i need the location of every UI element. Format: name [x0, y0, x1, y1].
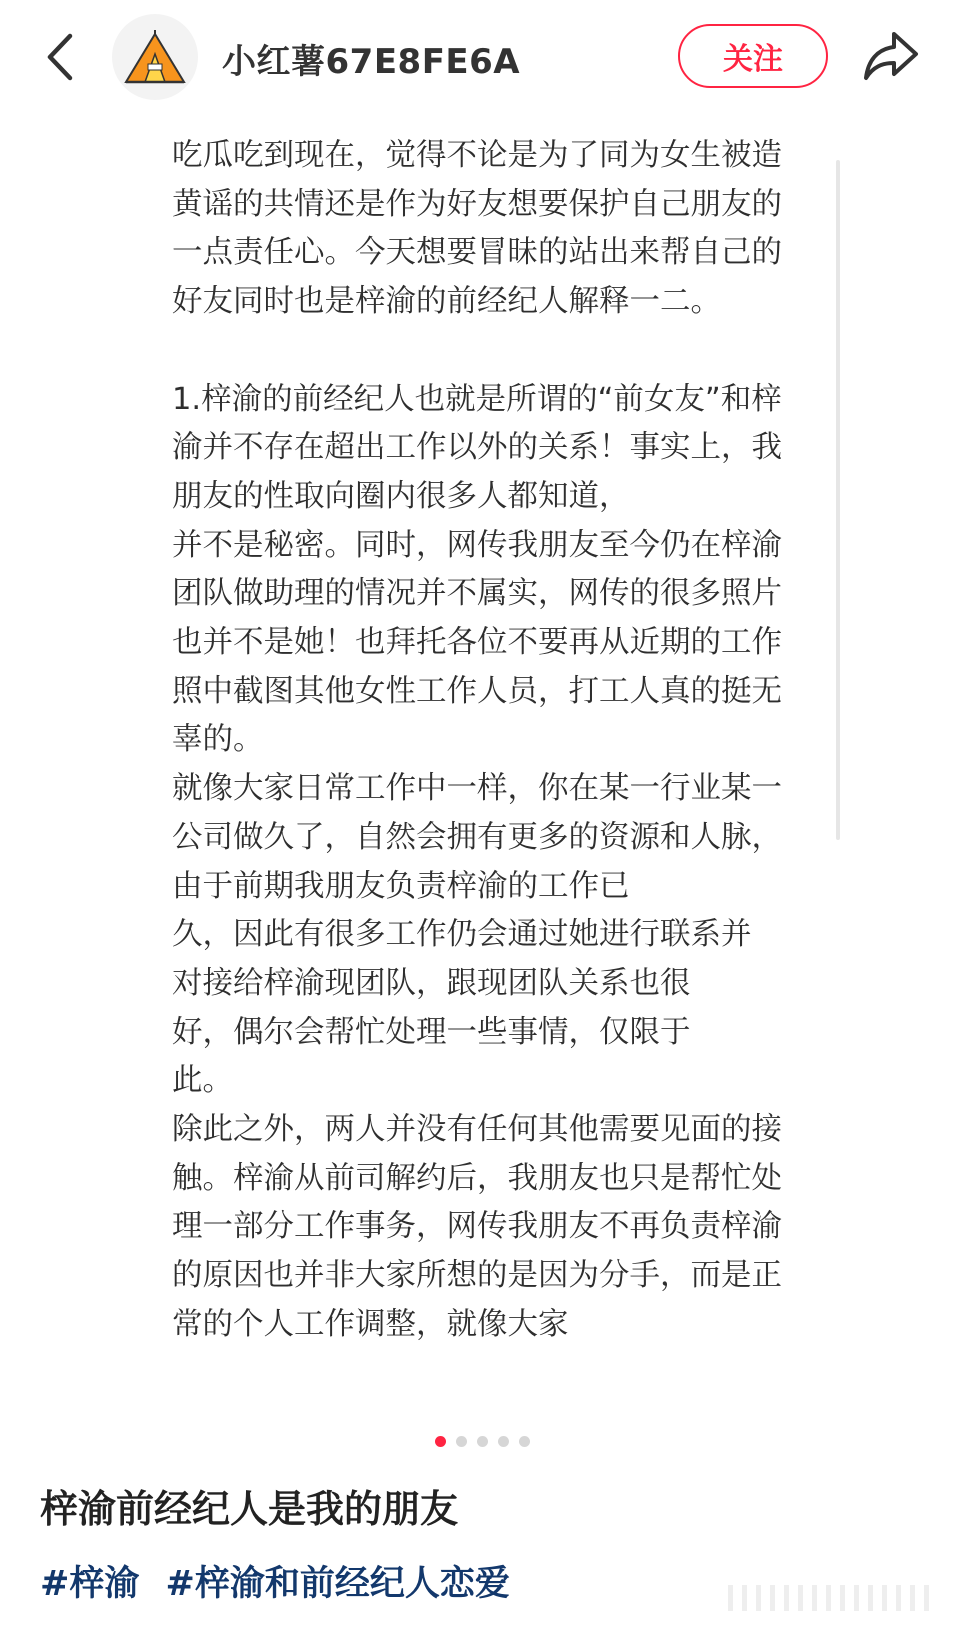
carousel-dot[interactable]	[477, 1436, 488, 1447]
post-paragraph: 1.梓渝的前经纪人也就是所谓的“前女友”和梓渝并不存在超出工作以外的关系！事实上，我朋友的性取向圈内很多人都知道，	[172, 381, 782, 514]
post-blank-line	[172, 327, 798, 376]
avatar[interactable]	[112, 14, 198, 100]
follow-button[interactable]: 关注	[678, 24, 828, 88]
carousel-indicator	[0, 1436, 964, 1447]
back-button[interactable]	[40, 30, 84, 84]
hashtag[interactable]: #梓渝和前经纪人恋爱	[165, 1564, 510, 1604]
carousel-dot[interactable]	[456, 1436, 467, 1447]
share-button[interactable]	[862, 28, 920, 84]
post-paragraph: 吃瓜吃到现在，觉得不论是为了同为女生被造黄谣的共情还是作为好友想要保护自己朋友的一点责任心。今天想要冒昧的站出来帮自己的好友同时也是梓渝的前经纪人解释一二。	[172, 138, 782, 320]
post-paragraph: 此。	[172, 1063, 233, 1099]
tent-icon	[112, 14, 198, 100]
hashtag[interactable]: #梓渝	[40, 1564, 140, 1604]
share-arrow-icon	[862, 28, 920, 84]
tag-list	[40, 1556, 524, 1606]
post-paragraph: 并不是秘密。同时，网传我朋友至今仍在梓渝团队做助理的情况并不属实，网传的很多照片也并不是她！也拜托各位不要再从近期的工作照中截图其他女性工作人员，打工人真的挺无辜的。	[172, 527, 782, 758]
post-paragraph: 就像大家日常工作中一样，你在某一行业某一公司做久了，自然会拥有更多的资源和人脉，由于前期我朋友负责梓渝的工作已	[172, 771, 782, 904]
scrollbar[interactable]	[836, 160, 840, 840]
username[interactable]: 小红薯67E8FE6A	[222, 42, 521, 82]
post-title: 梓渝前经纪人是我的朋友	[40, 1487, 459, 1531]
post-paragraph: 好，偶尔会帮忙处理一些事情，仅限于	[172, 1014, 691, 1050]
post-body	[172, 132, 798, 1350]
watermark-pattern	[728, 1583, 942, 1613]
carousel-dot[interactable]	[435, 1436, 446, 1447]
carousel-dot[interactable]	[498, 1436, 509, 1447]
post-paragraph: 久，因此有很多工作仍会通过她进行联系并	[172, 917, 752, 953]
post-paragraph: 除此之外，两人并没有任何其他需要见面的接触。梓渝从前司解约后，我朋友也只是帮忙处理一部分工作事务，网传我朋友不再负责梓渝的原因也并非大家所想的是因为分手，而是正常的个人工作调整，就像大家	[172, 1112, 782, 1342]
top-bar	[0, 0, 964, 120]
carousel-dot[interactable]	[519, 1436, 530, 1447]
post-paragraph: 对接给梓渝现团队，跟现团队关系也很	[172, 965, 691, 1001]
chevron-left-icon	[40, 30, 84, 84]
